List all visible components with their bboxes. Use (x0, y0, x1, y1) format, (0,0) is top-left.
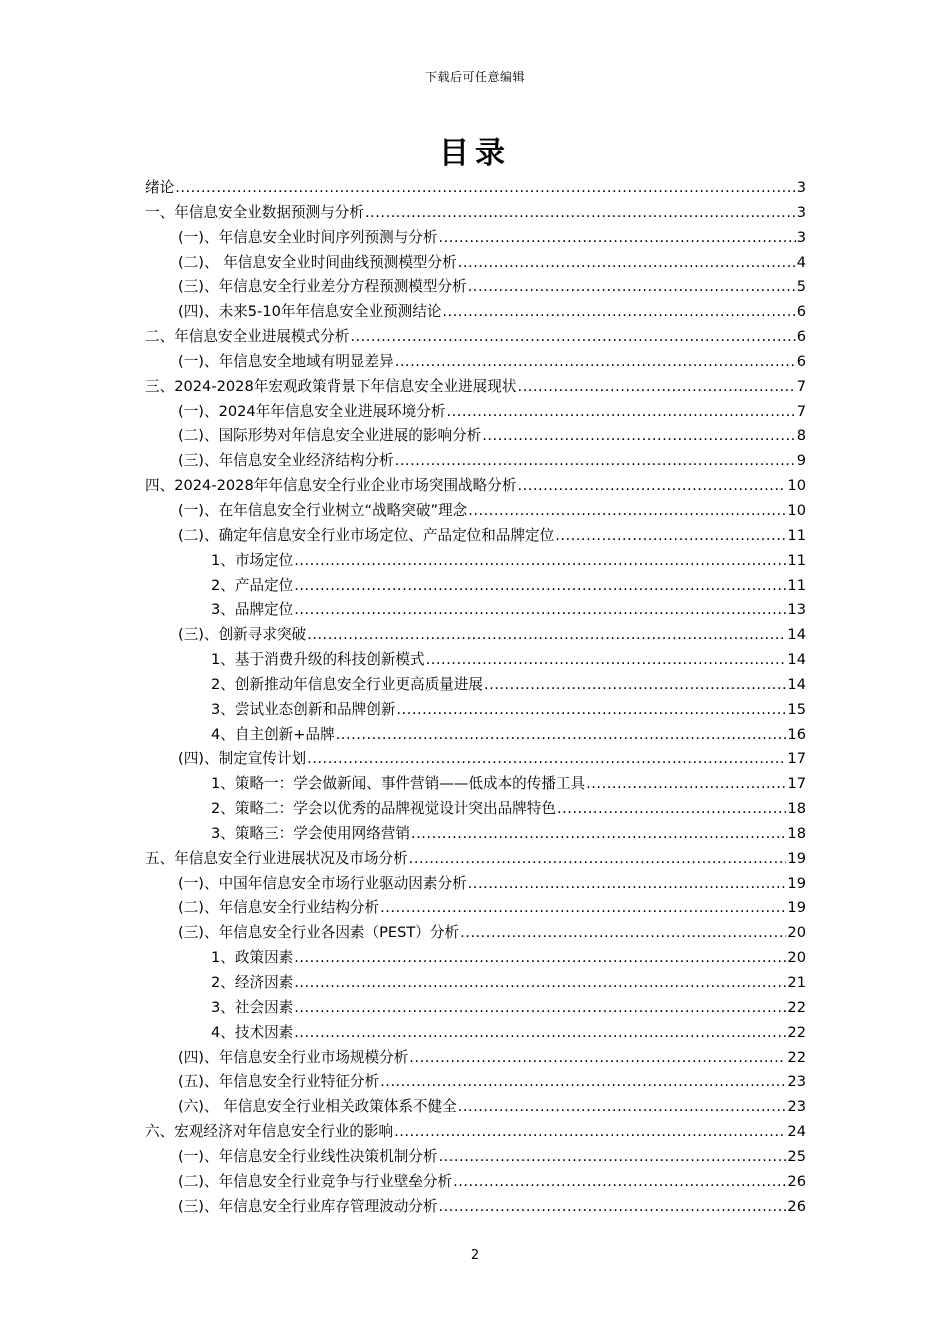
toc-entry[interactable] (145, 424, 806, 449)
toc-dot-leader (426, 648, 787, 673)
toc-entry-page: 25 (787, 1147, 806, 1165)
toc-entry-page: 19 (787, 899, 806, 917)
page-title: 目录 (439, 136, 511, 171)
toc-entry-title: (四)、未来5-10年年信息安全业预测结论 (178, 303, 442, 321)
toc-entry-page: 14 (787, 675, 806, 693)
toc-entry-title: 绪论 (145, 179, 175, 196)
toc-entry[interactable] (145, 598, 806, 623)
toc-entry-title: (六)、 年信息安全行业相关政策体系不健全 (178, 1098, 457, 1116)
toc-dot-leader (396, 698, 786, 723)
toc-entry[interactable] (145, 772, 806, 797)
toc-entry[interactable] (145, 1095, 806, 1120)
toc-entry-title: (三)、年信息安全行业库存管理波动分析 (178, 1197, 438, 1215)
toc-entry-page: 11 (787, 551, 806, 569)
toc-entry-page: 17 (787, 775, 806, 793)
toc-entry[interactable] (145, 375, 806, 400)
toc-entry-title: 3、尝试业态创新和品牌创新 (211, 700, 396, 718)
toc-entry-page: 22 (787, 1048, 806, 1066)
toc-entry[interactable] (145, 847, 806, 872)
toc-entry-title: (一)、年信息安全地域有明显差异 (178, 352, 394, 370)
toc-dot-leader (468, 275, 796, 300)
toc-dot-leader (484, 673, 786, 698)
toc-entry-page: 18 (787, 824, 806, 842)
toc-entry[interactable] (145, 946, 806, 971)
toc-entry-title: 四、2024-2028年年信息安全行业企业市场突围战略分析 (145, 477, 517, 495)
toc-entry-title: 1、策略一：学会做新闻、事件营销——低成本的传播工具 (211, 775, 586, 793)
toc-entry[interactable] (145, 350, 806, 375)
toc-dot-leader (307, 623, 786, 648)
toc-entry-title: 4、自主创新+品牌 (211, 725, 335, 743)
toc-dot-leader (517, 375, 795, 400)
toc-entry[interactable] (145, 896, 806, 921)
toc-dot-leader (517, 474, 786, 499)
toc-dot-leader (438, 1195, 786, 1220)
toc-dot-leader (350, 325, 795, 350)
toc-entry-title: 一、年信息安全业数据预测与分析 (145, 203, 364, 221)
toc-dot-leader (294, 1021, 786, 1046)
toc-dot-leader (394, 1120, 786, 1145)
toc-entry-page: 20 (787, 949, 806, 967)
toc-entry-page: 6 (796, 352, 806, 370)
toc-entry[interactable] (145, 921, 806, 946)
toc-dot-leader (557, 797, 786, 822)
toc-dot-leader (294, 574, 786, 599)
toc-entry-page: 4 (796, 253, 806, 271)
toc-entry[interactable] (145, 971, 806, 996)
toc-dot-leader (395, 449, 796, 474)
toc-entry-page: 20 (787, 924, 806, 942)
toc-entry-title: (三)、年信息安全行业各因素（PEST）分析 (178, 924, 460, 942)
toc-dot-leader (468, 499, 786, 524)
toc-entry[interactable] (145, 574, 806, 599)
toc-entry[interactable] (145, 176, 806, 201)
toc-entry-title: (一)、中国年信息安全市场行业驱动因素分析 (178, 874, 467, 892)
toc-dot-leader (294, 996, 786, 1021)
table-of-contents (145, 176, 806, 1219)
toc-dot-leader (460, 921, 786, 946)
toc-dot-leader (409, 1046, 786, 1071)
toc-entry[interactable] (145, 499, 806, 524)
toc-dot-leader (380, 896, 786, 921)
toc-entry[interactable] (145, 524, 806, 549)
toc-entry[interactable] (145, 797, 806, 822)
toc-entry-title: (四)、年信息安全行业市场规模分析 (178, 1048, 409, 1066)
toc-entry[interactable] (145, 623, 806, 648)
toc-entry-title: (二)、国际形势对年信息安全业进展的影响分析 (178, 427, 482, 445)
toc-entry-page: 24 (787, 1123, 806, 1141)
toc-entry[interactable] (145, 275, 806, 300)
toc-entry[interactable] (145, 549, 806, 574)
toc-entry-title: 4、技术因素 (211, 1023, 294, 1041)
toc-entry-page: 11 (787, 576, 806, 594)
toc-dot-leader (458, 1095, 787, 1120)
toc-entry-title: 六、宏观经济对年信息安全行业的影响 (145, 1123, 394, 1141)
toc-entry-title: 3、社会因素 (211, 998, 294, 1016)
toc-dot-leader (380, 1070, 786, 1095)
toc-entry[interactable] (145, 996, 806, 1021)
toc-entry-page: 13 (787, 601, 806, 619)
toc-dot-leader (442, 300, 795, 325)
toc-entry-page: 17 (787, 750, 806, 768)
toc-entry-page: 10 (787, 477, 806, 495)
toc-entry[interactable] (145, 449, 806, 474)
toc-entry-page: 6 (796, 328, 806, 346)
toc-entry[interactable] (145, 1046, 806, 1071)
toc-entry[interactable] (145, 251, 806, 276)
toc-entry-title: 1、政策因素 (211, 949, 294, 967)
toc-dot-leader (411, 822, 786, 847)
toc-entry[interactable] (145, 747, 806, 772)
toc-entry[interactable] (145, 400, 806, 425)
toc-entry[interactable] (145, 300, 806, 325)
toc-entry-page: 14 (787, 626, 806, 644)
toc-dot-leader (482, 424, 795, 449)
toc-dot-leader (438, 226, 795, 251)
toc-entry[interactable] (145, 648, 806, 673)
toc-entry-page: 7 (796, 402, 806, 420)
toc-entry-title: (一)、在年信息安全行业树立“战略突破”理念 (178, 501, 468, 519)
toc-entry-page: 16 (787, 725, 806, 743)
toc-entry-title: (三)、创新寻求突破 (178, 626, 307, 644)
toc-dot-leader (453, 1170, 786, 1195)
toc-entry[interactable] (145, 201, 806, 226)
toc-entry-title: 1、基于消费升级的科技创新模式 (211, 651, 425, 669)
toc-entry-title: 2、经济因素 (211, 974, 294, 991)
toc-entry-page: 18 (787, 800, 806, 818)
toc-entry-page: 26 (787, 1172, 806, 1190)
toc-entry[interactable] (145, 698, 806, 723)
toc-entry-page: 8 (796, 427, 806, 445)
toc-dot-leader (438, 1145, 786, 1170)
toc-entry-page: 19 (787, 874, 806, 892)
toc-dot-leader (468, 872, 787, 897)
toc-dot-leader (458, 251, 796, 276)
toc-entry-title: (一)、2024年年信息安全业进展环境分析 (178, 402, 446, 420)
toc-entry-title: 二、年信息安全业进展模式分析 (145, 328, 350, 346)
toc-entry[interactable] (145, 1021, 806, 1046)
toc-dot-leader (307, 747, 786, 772)
toc-entry-page: 14 (787, 651, 806, 669)
page-number: 2 (470, 1248, 480, 1263)
toc-entry-page: 21 (787, 974, 806, 991)
toc-dot-leader (294, 549, 786, 574)
toc-entry-page: 3 (796, 179, 806, 196)
toc-entry-page: 15 (787, 700, 806, 718)
toc-entry-page: 3 (796, 228, 806, 246)
toc-entry[interactable] (145, 872, 806, 897)
toc-entry-title: (一)、年信息安全业时间序列预测与分析 (178, 228, 438, 246)
toc-entry[interactable] (145, 1070, 806, 1095)
toc-entry[interactable] (145, 1145, 806, 1170)
toc-entry[interactable] (145, 723, 806, 748)
toc-entry-title: (二)、 年信息安全业时间曲线预测模型分析 (178, 253, 457, 271)
toc-dot-leader (365, 201, 796, 226)
toc-entry[interactable] (145, 474, 806, 499)
toc-entry[interactable] (145, 673, 806, 698)
toc-dot-leader (555, 524, 786, 549)
toc-entry-page: 9 (796, 452, 806, 470)
toc-entry-page: 7 (796, 377, 806, 395)
toc-entry-title: 1、市场定位 (211, 551, 294, 569)
toc-dot-leader (294, 971, 786, 996)
toc-entry[interactable] (145, 822, 806, 847)
toc-entry-page: 6 (796, 303, 806, 321)
toc-entry[interactable] (145, 325, 806, 350)
toc-entry-page: 5 (796, 278, 806, 296)
toc-entry-title: 五、年信息安全行业进展状况及市场分析 (145, 849, 408, 867)
toc-entry-title: (二)、确定年信息安全行业市场定位、产品定位和品牌定位 (178, 526, 555, 544)
toc-entry-title: (三)、年信息安全行业差分方程预测模型分析 (178, 278, 467, 296)
toc-entry-title: (二)、年信息安全行业竞争与行业壁垒分析 (178, 1172, 453, 1190)
toc-entry[interactable] (145, 1195, 806, 1220)
toc-dot-leader (409, 847, 787, 872)
toc-dot-leader (395, 350, 796, 375)
toc-entry-page: 23 (787, 1073, 806, 1091)
header-note: 下载后可任意编辑 (424, 70, 525, 84)
toc-entry-title: (三)、年信息安全业经济结构分析 (178, 452, 394, 470)
toc-entry-title: (二)、年信息安全行业结构分析 (178, 899, 380, 917)
toc-entry-page: 10 (787, 501, 806, 519)
toc-dot-leader (586, 772, 786, 797)
toc-dot-leader (336, 723, 787, 748)
toc-entry-title: 三、2024-2028年宏观政策背景下年信息安全业进展现状 (145, 377, 517, 395)
toc-entry-page: 23 (787, 1098, 806, 1116)
toc-entry-title: 2、产品定位 (211, 576, 294, 594)
toc-entry-page: 11 (787, 526, 806, 544)
toc-entry-page: 22 (787, 1023, 806, 1041)
toc-dot-leader (294, 598, 786, 623)
toc-entry-title: (五)、年信息安全行业特征分析 (178, 1073, 380, 1091)
toc-entry-title: (一)、年信息安全行业线性决策机制分析 (178, 1147, 438, 1165)
toc-entry-title: (四)、制定宣传计划 (178, 750, 307, 768)
toc-entry-title: 3、策略三：学会使用网络营销 (211, 824, 411, 842)
toc-dot-leader (294, 946, 786, 971)
toc-entry-page: 3 (796, 203, 806, 221)
toc-dot-leader (175, 176, 796, 201)
toc-entry-title: 3、品牌定位 (211, 601, 294, 619)
toc-entry[interactable] (145, 1170, 806, 1195)
toc-entry[interactable] (145, 1120, 806, 1145)
toc-entry-title: 2、策略二：学会以优秀的品牌视觉设计突出品牌特色 (211, 800, 556, 818)
toc-entry-page: 19 (787, 849, 806, 867)
toc-entry-page: 26 (787, 1197, 806, 1215)
toc-entry-title: 2、创新推动年信息安全行业更高质量进展 (211, 675, 483, 693)
toc-dot-leader (446, 400, 795, 425)
toc-entry-page: 22 (787, 998, 806, 1016)
toc-entry[interactable] (145, 226, 806, 251)
